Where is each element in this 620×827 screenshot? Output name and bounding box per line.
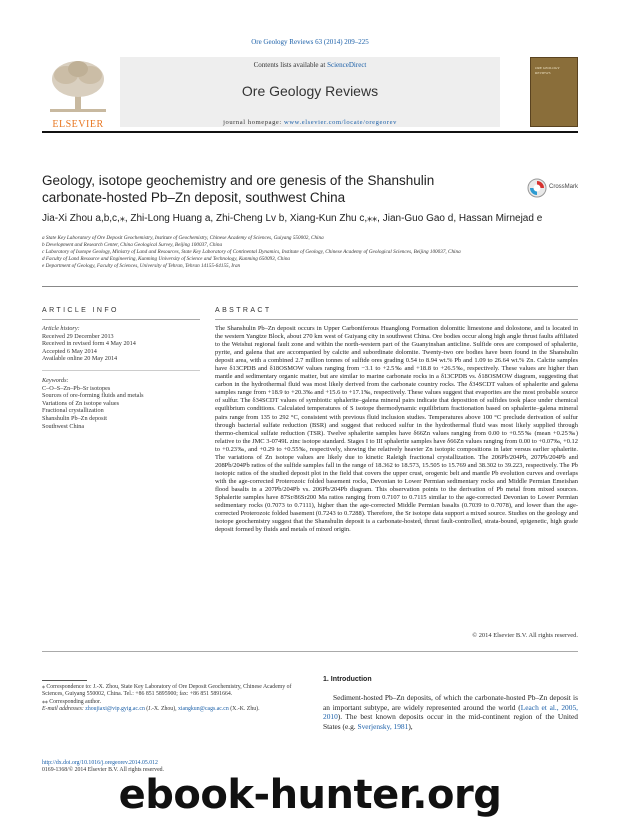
issn-line: 0169-1368/© 2014 Elsevier B.V. All rights reserved. [42, 767, 164, 774]
affiliation-item: d Faculty of Land Resource and Engineering, Kunming University of Science and Technology, Kunming 650093, China [42, 256, 291, 263]
publisher-logo-text: ELSEVIER [52, 119, 104, 130]
doi-link[interactable]: http://dx.doi.org/10.1016/j.oregeorev.2014.05.012 [42, 760, 158, 766]
affiliation-list [42, 235, 582, 270]
cover-title: ORE GEOLOGY REVIEWS [535, 66, 560, 75]
keyword-item: Sources of ore-forming fluids and metals [42, 392, 144, 400]
corresponding-author-note: ⁎⁎ Corresponding author. [42, 698, 102, 705]
crossmark-badge[interactable] [527, 178, 577, 200]
email-owner: (X.-K. Zhu). [228, 705, 260, 712]
affiliation-item: c Laboratory of Isotope Geology, Ministry of Land and Resources, State Key Laboratory of Continental Dynamics, Institute of Geology, Chinese Academy of Geological Sciences, Beijing 100037, China [42, 249, 461, 256]
footnotes [42, 684, 306, 713]
affiliation-item: e Department of Geology, Faculty of Sciences, University of Tehran, Tehran 14155-64155, Iran [42, 263, 241, 270]
body-rule [42, 651, 578, 652]
journal-reference[interactable]: Ore Geology Reviews 63 (2014) 209–225 [251, 38, 369, 46]
article-title: Geology, isotope geochemistry and ore genesis of the Shanshulin carbonate-hosted Pb–Zn deposit, southwest China [42, 173, 435, 205]
watermark: ebook-hunter.org [118, 772, 502, 818]
citation-leach[interactable]: Leach et al., 2005, 2010 [323, 702, 578, 722]
keywords-label: Keywords: [42, 377, 69, 384]
contents-line [120, 61, 500, 69]
history-item: Available online 20 May 2014 [42, 355, 118, 363]
intro-text-c: ), [408, 721, 413, 731]
author-list: Jia-Xi Zhou a,b,c,⁎, Zhi-Long Huang a, Zhi-Cheng Lv b, Xiang-Kun Zhu c,⁎⁎, Jian-Guo Gao d, Hassan Mirnejad e [42, 213, 543, 224]
article-history [42, 325, 202, 363]
correspondence-note: ⁎ Correspondence to: J.-X. Zhou, State Key Laboratory of Ore Deposit Geochemistry, Chinese Academy of Sciences, Guiyang 550002, China. Tel.: +86 851 5895900; fax: +86 851 5891664. [42, 684, 292, 698]
introduction-heading: 1. Introduction [323, 676, 372, 683]
journal-homepage [120, 119, 500, 126]
keyword-item: Variations of Zn isotope values [42, 399, 119, 407]
keyword-item: Shanshulin Pb–Zn deposit [42, 414, 107, 422]
journal-cover-thumbnail[interactable] [530, 57, 578, 127]
history-item: Received in revised form 4 May 2014 [42, 340, 136, 348]
keyword-item: C–O–S–Zn–Pb–Sr isotopes [42, 384, 111, 392]
email-line [42, 706, 306, 713]
contents-prefix: Contents lists available at [253, 61, 328, 69]
email-link-zhou[interactable]: zhoujiaxi@vip.gyig.ac.cn [85, 705, 145, 712]
article-info-heading: ARTICLE INFO [42, 307, 119, 314]
keyword-item: Southwest China [42, 422, 85, 430]
header-rule [42, 286, 578, 287]
affiliation-item: b Development and Research Center, China Geological Survey, Beijing 100037, China [42, 242, 223, 249]
affiliation-item: a State Key Laboratory of Ore Deposit Geochemistry, Institute of Geochemistry, Chinese Academy of Sciences, Guiyang 550002, China [42, 235, 324, 241]
journal-title: Ore Geology Reviews [241, 83, 379, 99]
tree-icon [42, 57, 114, 117]
intro-text-b: ). The best known deposits occur in the mid-continent region of the United States (e.g. [323, 712, 578, 731]
copyright-line: © 2014 Elsevier B.V. All rights reserved. [472, 632, 578, 639]
elsevier-tree-logo [42, 57, 114, 130]
history-item: Received 29 December 2013 [42, 332, 114, 340]
history-label: Article history: [42, 325, 80, 332]
intro-text-a: Sediment-hosted Pb–Zn deposits, of which the carbonate-hosted Pb–Zn deposit is an important subtype, are widely represented around the world ( [323, 693, 578, 712]
email-label: E-mail addresses: [42, 705, 86, 712]
abstract-rule [215, 319, 578, 320]
abstract-text: The Shanshulin Pb–Zn deposit occurs in Upper Carboniferous Huanglong Formation dolomitic limestone and dolostone, and is located in the western Yangtze Block, about 270 km west of Guiyang city in southwest China. Ore bodies occur along high angle thrust faults affiliated to the Weishui regional fault zone and within the north-western part of the Guanyinshan anticline. Sulfide ores are composed of sphalerite, pyrite, and galena that are accompanied by calcite and subordinate dolomite. Twenty-two ore bodies have been found in the Shanshulin deposit area, with a combined 2.7 million tonnes of sulfide ores grading 0.54 to 8.94 wt.% Pb and 1.09 to 26.64 wt.% Zn. Calcite samples have δ13CPDB and δ18OSMOW values ranging from −3.1 to +2.5‰ and +18.8 to +26.5‰, respectively. These values are higher than mantle and sedimentary organic matter, but are similar to marine carbonate rocks in a δ13CPDB vs. δ18OSMOW diagram, suggesting that carbon in the hydrothermal fluid was most likely derived from the carbonate country rocks. The δ34SCDT values of sphalerite and galena samples range from +18.9 to +20.3‰ and +15.6 to +17.1‰, respectively. These values suggest that evaporites are the most probable source of sulfur. The δ34SCDT values of symbiotic sphalerite–galena mineral pairs indicate that deposition of sulfides took place under chemical equilibrium conditions. Calculated temperatures of S isotope thermodynamic equilibrium fractionation based on sphalerite–galena mineral pairs range from 135 to 292 °C, consistent with previous fluid inclusion studies. Temperatures above 100 °C preclude derivation of sulfur through bacterial sulfate reduction (BSR) and suggest that reduced sulfur in the hydrothermal fluid was most likely supplied through thermo-chemical sulfate reduction (TSR). Twelve sphalerite samples have δ66Zn values ranging from 0.00 to +0.55‰ (mean +0.25‰) relative to the JMC 3-0749L zinc isotope standard. Stages I to III sphalerite samples have δ66Zn values ranging from 0.00 to +0.07‰, +0.12 to +0.23‰, and +0.29 to +0.55‰, respectively, showing the relatively heavier Zn isotopic compositions in later versus earlier sphalerite. The variations of Zn isotope values are likely due to kinetic Raleigh fractional crystallization. The 206Pb/204Pb, 207Pb/204Pb and 208Pb/204Pb ratios of the sulfide samples fall in the range of 18.362 to 18.573, 15.505 to 15.769 and 38.302 to 39.223, respectively. The Pb isotopic ratios of the studied deposit plot in the field that covers the upper crust, orogenic belt and mantle Pb evolution curves and overlaps with the age-corrected Proterozoic folded basement rocks, Devonian to Lower Permian sedimentary rocks and Middle Permian Emeishan flood basalts in a 207Pb/204Pb vs. 206Pb/204Pb diagram. This observation points to the derivation of Pb metal from mixed sources. Sphalerite samples have 87Sr/86Sr200 Ma ratios ranging from 0.7107 to 0.7115 similar to the age-corrected Devonian to Lower Permian sedimentary rocks (0.7073 to 0.7111), higher than the age-corrected Middle Permian basalts (0.7039 to 0.7078), and lower than the age-corrected Proterozoic folded basement (0.7243 to 0.7288). Therefore, the Sr isotope data support a mixed source. Studies on the geology and isotope geochemistry suggest that the Shanshulin deposit is a carbonate-hosted, thrust fault-controlled, strata-bound, epigenetic, high grade deposit formed by fluids and metals of mixed origin. [215, 325, 578, 534]
footnote-rule [42, 680, 87, 681]
crossmark-icon [527, 178, 547, 198]
email-link-zhu[interactable]: xiangkun@cags.ac.cn [178, 705, 229, 712]
keyword-item: Fractional crystallization [42, 407, 104, 415]
homepage-link[interactable]: www.elsevier.com/locate/oregeorev [284, 119, 397, 126]
abstract-heading: ABSTRACT [215, 307, 272, 314]
homepage-prefix: journal homepage: [223, 119, 285, 126]
email-owner: (J.-X. Zhou), [144, 705, 179, 712]
crossmark-label: CrossMark [549, 184, 579, 190]
history-item: Accepted 6 May 2014 [42, 347, 97, 355]
journal-masthead [42, 57, 578, 130]
info-divider [42, 370, 200, 371]
masthead-rule [42, 131, 578, 133]
introduction-text [323, 693, 578, 731]
masthead-center [120, 57, 500, 127]
sciencedirect-link[interactable]: ScienceDirect [327, 61, 367, 69]
keywords-block [42, 377, 202, 430]
article-info-rule [42, 319, 200, 320]
citation-sverjensky[interactable]: Sverjensky, 1981 [357, 721, 409, 731]
